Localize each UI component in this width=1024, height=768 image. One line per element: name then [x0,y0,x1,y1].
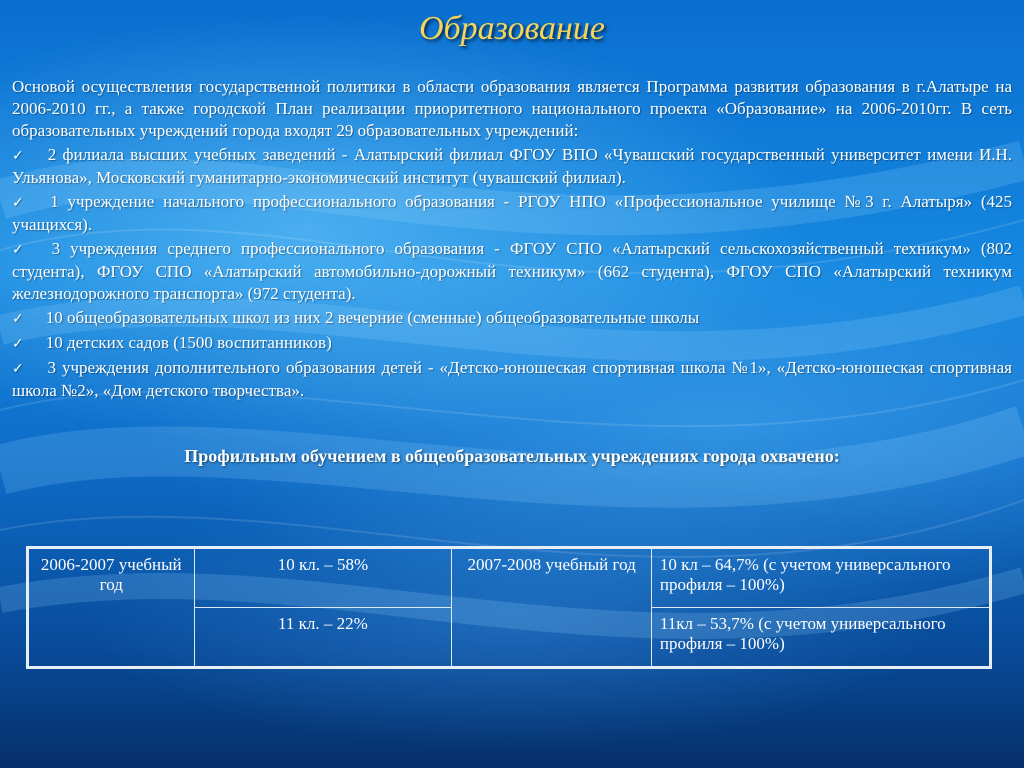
table-row [28,548,991,608]
bullet-item [12,238,1012,305]
check-icon: ✓ [12,361,26,377]
bullet-item [12,191,1012,236]
bullet-text: 2 филиала высших учебных заведений - Алатырский филиал ФГОУ ВПО «Чувашский государственный университет имени И.Н. Ульянова», Московский гуманитарно-экономический институт (чувашский филиал). [12,145,1012,187]
value-cell: 11кл – 53,7% (с учетом универсального профиля – 100%) [651,608,990,668]
bullet-item [12,307,1012,330]
value-cell: 10 кл. – 58% [194,548,452,608]
check-icon: ✓ [12,242,30,258]
value-cell: 10 кл – 64,7% (с учетом универсального профиля – 100%) [651,548,990,608]
bullet-text: 3 учреждения среднего профессионального образования - ФГОУ СПО «Алатырский сельскохозяйственный техникум» (802 студента), ФГОУ СПО «Алатырский автомобильно-дорожный техникум» (662 студента), ФГОУ СПО «Алатырский техникум железнодорожного транспорта» (972 студента). [12,239,1013,303]
slide-body [12,76,1012,402]
table-heading: Профильным обучением в общеобразовательных учреждениях города охвачено: [184,446,840,466]
bullet-item [12,332,1012,355]
check-icon: ✓ [12,311,24,327]
year-cell: 2006-2007 учебный год [28,548,195,668]
profile-education-table [26,546,992,669]
year-cell: 2007-2008 учебный год [452,548,652,668]
slide-title: Образование [419,10,605,47]
bullet-text: 1 учреждение начального профессионального образования - РГОУ НПО «Профессиональное училище №3 г. Алатыря» (425 учащихся). [12,192,1012,234]
bullet-item [12,144,1012,189]
bullet-text: 3 учреждения дополнительного образования детей - «Детско-юношеская спортивная школа №1», «Детско-юношеская спортивная школа №2», «Дом детского творчества». [12,358,1013,400]
check-icon: ✓ [12,148,26,164]
intro-paragraph: Основой осуществления государственной политики в области образования является Программа развития образования в г.Алатыре на 2006-2010 гг., а также городской План реализации приоритетного национального проекта «Образование» на 2006-2010гг. В сеть образовательных учреждений города входят 29 образовательных учреждений: [12,77,1012,140]
check-icon: ✓ [12,195,29,211]
bullet-text: 10 детских садов (1500 воспитанников) [45,333,332,352]
check-icon: ✓ [12,336,24,352]
bullet-item [12,357,1012,402]
value-cell: 11 кл. – 22% [194,608,452,668]
bullet-text: 10 общеобразовательных школ из них 2 вечерние (сменные) общеобразовательные школы [45,308,700,327]
